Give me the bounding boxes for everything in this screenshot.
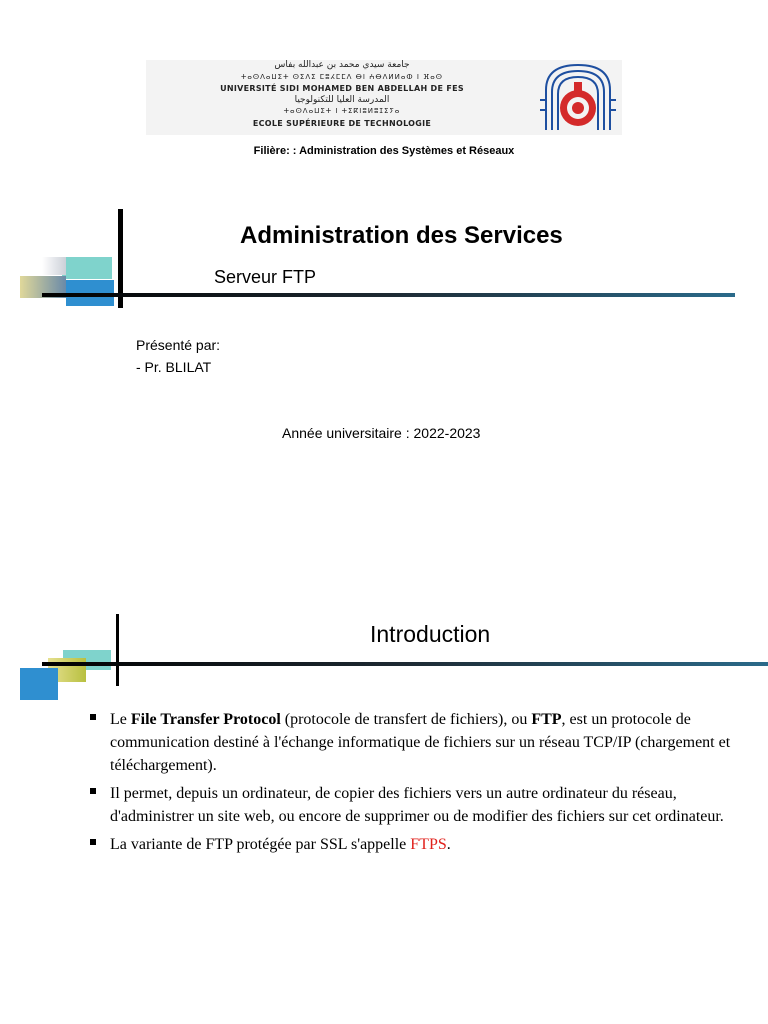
decor-teal-square [62,257,112,279]
text-run: Il permet, depuis un ordinateur, de copier des fichiers vers un autre ordinateur du réseau, d'administrer un site web, ou encore de supprimer ou de modifier des fichiers sur cet ordinateur. [110,785,724,825]
square-bullet-icon [90,839,96,845]
school-tifinagh-name: ⵜⴰⵙⴷⴰⵡⵉⵜ ⵏ ⵜⵉⴽⵏⵓⵍⵓⵊⵉⵢⴰ [283,107,401,115]
slide-subtitle: Serveur FTP [214,267,317,287]
university-tifinagh-name: ⵜⴰⵙⴷⴰⵡⵉⵜ ⵙⵉⴷⵉ ⵎⵓⵃⵎⵎⴷ ⴱⵏ ⵄⴱⴷⵍⵍⴰⵀ ⵏ ⴼⴰⵙ [240,72,443,81]
list-item [90,833,750,856]
square-bullet-icon [90,788,96,794]
school-arabic-name: المدرسة العليا للتكنولوجيا [294,94,390,105]
presenter-name: - Pr. BLILAT [136,359,212,375]
text-run: , est un protocole de communication destiné à l'échange informatique de fichiers sur un réseau TCP/IP (chargement et téléchargement). [110,711,731,774]
presenter-block [136,334,220,378]
term-ftp-full: File Transfer Protocol [130,711,281,728]
university-french-name: UNIVERSITÉ SIDI MOHAMED BEN ABDELLAH DE FES [220,84,464,93]
horizontal-rule [42,662,768,666]
slide-title: Introduction [370,621,491,647]
text-run: Le [110,711,131,728]
term-ftps: FTPS [410,836,447,853]
bullet-list [90,708,750,861]
university-logo-banner [146,60,622,135]
school-french-name: ECOLE SUPÉRIEURE DE TECHNOLOGIE [252,118,432,128]
decor-gray-square [42,257,66,275]
university-name-block [146,60,538,135]
vertical-rule [116,614,119,686]
program-name: Filière: : Administration des Systèmes et Réseaux [253,145,515,157]
presented-by-label: Présenté par: [136,337,221,353]
introduction-slide [0,560,768,1024]
text-run: La variante de FTP protégée par SSL s'appelle [110,836,411,853]
academic-year: Année universitaire : 2022-2023 [282,425,481,441]
list-item [90,782,750,828]
decor-blue-square [20,668,58,700]
text-run: (protocole de transfert de fichiers), ou [280,711,532,728]
list-item [90,708,750,777]
text-run: . [446,836,451,853]
slide-title: Administration des Services [240,222,563,249]
term-ftp: FTP [531,711,562,728]
square-bullet-icon [90,714,96,720]
university-seal-icon [536,60,620,135]
university-arabic-name: جامعة سيدي محمد بن عبدالله بفاس [274,60,410,70]
horizontal-rule [42,293,735,297]
